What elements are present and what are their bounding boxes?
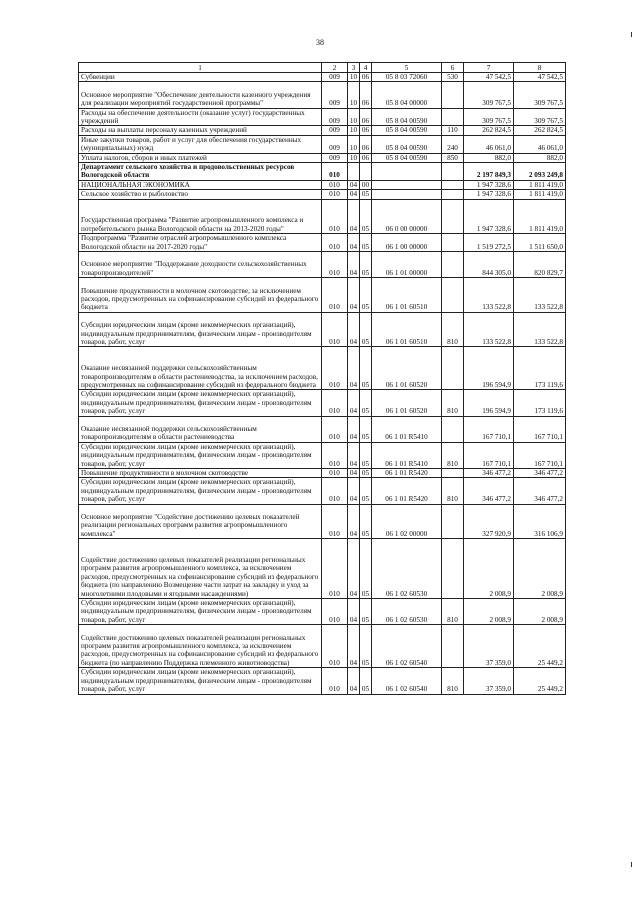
- table-row: [79, 153, 566, 162]
- row-amount-2019: 1 519 272,5: [464, 234, 514, 252]
- row-amount-2020: 1 811 419,0: [514, 199, 566, 234]
- table-row: [79, 163, 566, 181]
- row-amount-2019: 1 947 328,6: [464, 190, 514, 199]
- row-section: 04: [348, 504, 360, 539]
- row-ministry-code: 009: [322, 108, 348, 126]
- row-ministry-code: 009: [322, 135, 348, 153]
- row-ministry-code: 010: [322, 625, 348, 668]
- row-target-code: 06 1 01 R5410: [372, 442, 442, 468]
- row-amount-2019: 2 197 849,3: [464, 163, 514, 181]
- row-ministry-code: 010: [322, 539, 348, 599]
- row-name: НАЦИОНАЛЬНАЯ ЭКОНОМИКА: [79, 180, 322, 189]
- row-subsection: 05: [360, 416, 372, 442]
- header-col-5: 5: [372, 63, 442, 73]
- row-amount-2020: 133 522,8: [514, 312, 566, 347]
- table-row: [79, 599, 566, 625]
- row-amount-2019: 196 594,9: [464, 390, 514, 416]
- row-target-code: 06 1 02 00000: [372, 504, 442, 539]
- row-expense-type: [442, 82, 464, 108]
- row-expense-type: [442, 347, 464, 390]
- header-col-6: 6: [442, 63, 464, 73]
- row-target-code: [372, 190, 442, 199]
- row-section: 04: [348, 278, 360, 313]
- row-target-code: 06 0 00 00000: [372, 199, 442, 234]
- row-section: 04: [348, 390, 360, 416]
- row-section: 10: [348, 82, 360, 108]
- row-ministry-code: 010: [322, 199, 348, 234]
- row-target-code: 05 8 04 00590: [372, 153, 442, 162]
- row-name: Субвенции: [79, 73, 322, 82]
- row-target-code: 05 8 04 00590: [372, 108, 442, 126]
- row-expense-type: [442, 539, 464, 599]
- row-amount-2020: 2 008,9: [514, 539, 566, 599]
- scan-mark: [631, 32, 632, 37]
- row-ministry-code: 009: [322, 153, 348, 162]
- table-row: [79, 234, 566, 252]
- row-subsection: 05: [360, 504, 372, 539]
- row-amount-2019: 47 542,5: [464, 73, 514, 82]
- row-section: 04: [348, 442, 360, 468]
- row-name: Содействие достижению целевых показателей реализации региональных программ развития агропромышленного комплекса, за исключением расходов, предусмотренных на софинансирование субсидий из федерального бюджета (по направлению Возмещение части затрат на закладку и уход за многолетними плодовыми и ягодными насаждениями): [79, 539, 322, 599]
- row-expense-type: 810: [442, 442, 464, 468]
- row-expense-type: [442, 180, 464, 189]
- row-ministry-code: 010: [322, 504, 348, 539]
- row-subsection: 05: [360, 312, 372, 347]
- row-amount-2019: 327 920,9: [464, 504, 514, 539]
- table-row: [79, 390, 566, 416]
- row-expense-type: 810: [442, 390, 464, 416]
- row-expense-type: 110: [442, 126, 464, 135]
- row-section: 04: [348, 180, 360, 189]
- row-amount-2020: 820 829,7: [514, 252, 566, 278]
- header-col-7: 7: [464, 63, 514, 73]
- row-expense-type: 810: [442, 599, 464, 625]
- row-name: Субсидии юридическим лицам (кроме некоммерческих организаций), индивидуальным предпринимателям, физическим лицам - производителям товаров, работ, услуг: [79, 390, 322, 416]
- row-section: 04: [348, 190, 360, 199]
- row-section: 04: [348, 539, 360, 599]
- row-expense-type: [442, 234, 464, 252]
- row-amount-2020: 1 811 419,0: [514, 190, 566, 199]
- table-row: [79, 469, 566, 478]
- row-section: 04: [348, 668, 360, 694]
- budget-table: [78, 62, 566, 695]
- row-amount-2020: 167 710,1: [514, 442, 566, 468]
- row-name: Государственная программа "Развитие агропромышленного комплекса и потребительского рынка Вологодской области на 2013-2020 годы": [79, 199, 322, 234]
- row-ministry-code: 009: [322, 82, 348, 108]
- row-expense-type: 810: [442, 668, 464, 694]
- table-row: [79, 625, 566, 668]
- row-amount-2020: 173 119,6: [514, 347, 566, 390]
- row-subsection: 06: [360, 126, 372, 135]
- row-section: 10: [348, 135, 360, 153]
- row-target-code: 06 1 02 60540: [372, 625, 442, 668]
- table-row: [79, 312, 566, 347]
- row-subsection: 06: [360, 73, 372, 82]
- row-target-code: 06 1 01 60510: [372, 312, 442, 347]
- row-subsection: 05: [360, 252, 372, 278]
- row-section: 10: [348, 73, 360, 82]
- row-target-code: 06 1 01 00000: [372, 252, 442, 278]
- row-amount-2019: 167 710,1: [464, 442, 514, 468]
- row-amount-2020: 1 511 650,0: [514, 234, 566, 252]
- header-col-3: 3: [348, 63, 360, 73]
- row-subsection: 05: [360, 199, 372, 234]
- row-amount-2019: 167 710,1: [464, 416, 514, 442]
- row-subsection: 05: [360, 278, 372, 313]
- row-expense-type: [442, 108, 464, 126]
- row-section: 04: [348, 469, 360, 478]
- row-subsection: 06: [360, 135, 372, 153]
- row-ministry-code: 010: [322, 442, 348, 468]
- row-expense-type: [442, 278, 464, 313]
- row-target-code: 06 1 01 R5420: [372, 469, 442, 478]
- row-amount-2020: 1 811 419,0: [514, 180, 566, 189]
- row-amount-2019: 346 477,2: [464, 469, 514, 478]
- row-ministry-code: 009: [322, 73, 348, 82]
- table-row: [79, 108, 566, 126]
- row-subsection: 06: [360, 108, 372, 126]
- row-subsection: 05: [360, 478, 372, 504]
- row-name: Оказание несвязанной поддержки сельскохозяйственным товаропроизводителям в области растениеводства: [79, 416, 322, 442]
- row-amount-2020: 25 449,2: [514, 625, 566, 668]
- row-amount-2020: 133 522,8: [514, 278, 566, 313]
- row-ministry-code: 010: [322, 234, 348, 252]
- row-amount-2020: 316 106,9: [514, 504, 566, 539]
- row-target-code: 05 8 03 72060: [372, 73, 442, 82]
- row-expense-type: 810: [442, 312, 464, 347]
- row-amount-2019: 1 947 328,6: [464, 199, 514, 234]
- table-row: [79, 135, 566, 153]
- row-expense-type: [442, 199, 464, 234]
- row-section: 04: [348, 199, 360, 234]
- row-subsection: 00: [360, 180, 372, 189]
- row-amount-2019: 196 594,9: [464, 347, 514, 390]
- row-subsection: [360, 163, 372, 181]
- row-subsection: 05: [360, 390, 372, 416]
- header-col-4: 4: [360, 63, 372, 73]
- table-row: [79, 278, 566, 313]
- row-expense-type: [442, 416, 464, 442]
- row-ministry-code: 010: [322, 180, 348, 189]
- row-name: Уплата налогов, сборов и иных платежей: [79, 153, 322, 162]
- row-name: Основное мероприятие "Содействие достижению целевых показателей реализации региональных программ развития агропромышленного комплекса": [79, 504, 322, 539]
- row-section: 04: [348, 347, 360, 390]
- row-target-code: 06 1 01 R5420: [372, 478, 442, 504]
- row-amount-2020: 346 477,2: [514, 469, 566, 478]
- row-section: 04: [348, 478, 360, 504]
- row-subsection: 05: [360, 469, 372, 478]
- row-ministry-code: 010: [322, 478, 348, 504]
- row-amount-2020: 25 449,2: [514, 668, 566, 694]
- row-ministry-code: 009: [322, 126, 348, 135]
- page-number: 38: [316, 38, 324, 47]
- row-subsection: 05: [360, 190, 372, 199]
- row-amount-2019: 37 359,0: [464, 625, 514, 668]
- row-name: Субсидии юридическим лицам (кроме некоммерческих организаций), индивидуальным предпринимателям, физическим лицам - производителям товаров, работ, услуг: [79, 599, 322, 625]
- row-section: 10: [348, 108, 360, 126]
- header-col-2: 2: [322, 63, 348, 73]
- row-section: [348, 163, 360, 181]
- row-section: 10: [348, 126, 360, 135]
- row-ministry-code: 010: [322, 668, 348, 694]
- row-ministry-code: 010: [322, 599, 348, 625]
- table-body: [79, 73, 566, 695]
- row-expense-type: [442, 252, 464, 278]
- row-target-code: 05 8 04 00000: [372, 82, 442, 108]
- table-header-row: [79, 63, 566, 73]
- row-ministry-code: 010: [322, 390, 348, 416]
- row-section: 04: [348, 625, 360, 668]
- row-target-code: 06 1 02 60530: [372, 539, 442, 599]
- row-name: Основное мероприятие "Поддержание доходности сельскохозяйственных товаропроизводителей": [79, 252, 322, 278]
- row-target-code: 06 1 02 60530: [372, 599, 442, 625]
- row-expense-type: 530: [442, 73, 464, 82]
- row-target-code: 05 8 04 00590: [372, 126, 442, 135]
- row-name: Подпрограмма "Развитие отраслей агропромышленного комплекса Вологодской области на 2017-2020 годы": [79, 234, 322, 252]
- row-section: 04: [348, 234, 360, 252]
- row-section: 04: [348, 312, 360, 347]
- row-expense-type: 240: [442, 135, 464, 153]
- row-amount-2019: 133 522,8: [464, 312, 514, 347]
- scan-mark: [631, 862, 632, 867]
- table-row: [79, 668, 566, 694]
- row-ministry-code: 010: [322, 252, 348, 278]
- row-subsection: 06: [360, 82, 372, 108]
- row-ministry-code: 010: [322, 278, 348, 313]
- row-name: Субсидии юридическим лицам (кроме некоммерческих организаций), индивидуальным предпринимателям, физическим лицам - производителям товаров, работ, услуг: [79, 312, 322, 347]
- row-expense-type: [442, 163, 464, 181]
- row-name: Оказание несвязанной поддержки сельскохозяйственным товаропроизводителям в области растениеводства, за исключением расходов, предусмотренных на софинансирование субсидий из федерального бюджета: [79, 347, 322, 390]
- row-amount-2020: 167 710,1: [514, 416, 566, 442]
- row-name: Сельское хозяйство и рыболовство: [79, 190, 322, 199]
- row-amount-2019: 1 947 328,6: [464, 180, 514, 189]
- row-subsection: 05: [360, 442, 372, 468]
- row-subsection: 06: [360, 153, 372, 162]
- row-amount-2020: 346 477,2: [514, 478, 566, 504]
- header-col-8: 8: [514, 63, 566, 73]
- row-amount-2019: 309 767,5: [464, 108, 514, 126]
- row-amount-2019: 2 008,9: [464, 539, 514, 599]
- table-row: [79, 539, 566, 599]
- row-subsection: 05: [360, 539, 372, 599]
- table-row: [79, 252, 566, 278]
- row-expense-type: [442, 469, 464, 478]
- row-amount-2020: 2 008,9: [514, 599, 566, 625]
- row-name: Субсидии юридическим лицам (кроме некоммерческих организаций), индивидуальным предпринимателям, физическим лицам - производителям товаров, работ, услуг: [79, 668, 322, 694]
- row-ministry-code: 010: [322, 312, 348, 347]
- row-amount-2019: 844 305,0: [464, 252, 514, 278]
- row-amount-2020: 46 061,0: [514, 135, 566, 153]
- row-amount-2019: 2 008,9: [464, 599, 514, 625]
- row-section: 10: [348, 153, 360, 162]
- table-row: [79, 82, 566, 108]
- table-row: [79, 126, 566, 135]
- row-subsection: 05: [360, 234, 372, 252]
- table-row: [79, 416, 566, 442]
- row-subsection: 05: [360, 347, 372, 390]
- row-amount-2019: 37 359,0: [464, 668, 514, 694]
- row-amount-2019: 882,0: [464, 153, 514, 162]
- row-name: Субсидии юридическим лицам (кроме некоммерческих организаций), индивидуальным предпринимателям, физическим лицам - производителям товаров, работ, услуг: [79, 442, 322, 468]
- row-subsection: 05: [360, 599, 372, 625]
- row-name: Повышение продуктивности в молочном скотоводстве: [79, 469, 322, 478]
- row-amount-2019: 133 522,8: [464, 278, 514, 313]
- row-target-code: 05 8 04 00590: [372, 135, 442, 153]
- row-amount-2020: 882,0: [514, 153, 566, 162]
- row-target-code: 06 1 02 60540: [372, 668, 442, 694]
- row-amount-2020: 309 767,5: [514, 82, 566, 108]
- row-amount-2020: 262 824,5: [514, 126, 566, 135]
- table-row: [79, 190, 566, 199]
- row-amount-2020: 309 767,5: [514, 108, 566, 126]
- row-target-code: 06 1 01 60520: [372, 347, 442, 390]
- row-amount-2020: 173 119,6: [514, 390, 566, 416]
- row-amount-2020: 47 542,5: [514, 73, 566, 82]
- table-row: [79, 504, 566, 539]
- row-target-code: [372, 180, 442, 189]
- row-target-code: 06 1 01 60520: [372, 390, 442, 416]
- table-row: [79, 347, 566, 390]
- row-name: Повышение продуктивности в молочном скотоводстве, за исключением расходов, предусмотренных на софинансирование субсидий из федерального бюджета: [79, 278, 322, 313]
- row-subsection: 05: [360, 625, 372, 668]
- row-ministry-code: 010: [322, 347, 348, 390]
- row-amount-2019: 262 824,5: [464, 126, 514, 135]
- row-expense-type: [442, 190, 464, 199]
- row-section: 04: [348, 252, 360, 278]
- row-name: Иные закупки товаров, работ и услуг для обеспечения государственных (муниципальных) нужд: [79, 135, 322, 153]
- row-name: Расходы на выплаты персоналу казенных учреждений: [79, 126, 322, 135]
- row-subsection: 05: [360, 668, 372, 694]
- row-expense-type: 810: [442, 478, 464, 504]
- row-amount-2019: 309 767,5: [464, 82, 514, 108]
- row-section: 04: [348, 416, 360, 442]
- row-name: Расходы на обеспечение деятельности (оказание услуг) государственных учреждений: [79, 108, 322, 126]
- row-amount-2019: 46 061,0: [464, 135, 514, 153]
- row-name: Субсидии юридическим лицам (кроме некоммерческих организаций), индивидуальным предпринимателям, физическим лицам - производителям товаров, работ, услуг: [79, 478, 322, 504]
- row-target-code: 06 1 01 R5410: [372, 416, 442, 442]
- row-name: Департамент сельского хозяйства и продовольственных ресурсов Вологодской области: [79, 163, 322, 181]
- row-target-code: 06 1 00 00000: [372, 234, 442, 252]
- row-amount-2020: 2 093 249,8: [514, 163, 566, 181]
- row-name: Содействие достижению целевых показателей реализации региональных программ развития агропромышленного комплекса, за исключением расходов, предусмотренных на софинансирование субсидий из федерального бюджета (по направлению Поддержка племенного животноводства): [79, 625, 322, 668]
- table-row: [79, 199, 566, 234]
- table-row: [79, 442, 566, 468]
- row-section: 04: [348, 599, 360, 625]
- table-row: [79, 478, 566, 504]
- header-col-1: 1: [79, 63, 322, 73]
- row-expense-type: 850: [442, 153, 464, 162]
- table-row: [79, 73, 566, 82]
- table-row: [79, 180, 566, 189]
- row-amount-2019: 346 477,2: [464, 478, 514, 504]
- row-ministry-code: 010: [322, 469, 348, 478]
- row-target-code: 06 1 01 60510: [372, 278, 442, 313]
- row-name: Основное мероприятие "Обеспечение деятельности казенного учреждения для реализации мероприятий государственной программы": [79, 82, 322, 108]
- row-ministry-code: 010: [322, 163, 348, 181]
- row-ministry-code: 010: [322, 190, 348, 199]
- row-expense-type: [442, 504, 464, 539]
- row-target-code: [372, 163, 442, 181]
- row-ministry-code: 010: [322, 416, 348, 442]
- row-expense-type: [442, 625, 464, 668]
